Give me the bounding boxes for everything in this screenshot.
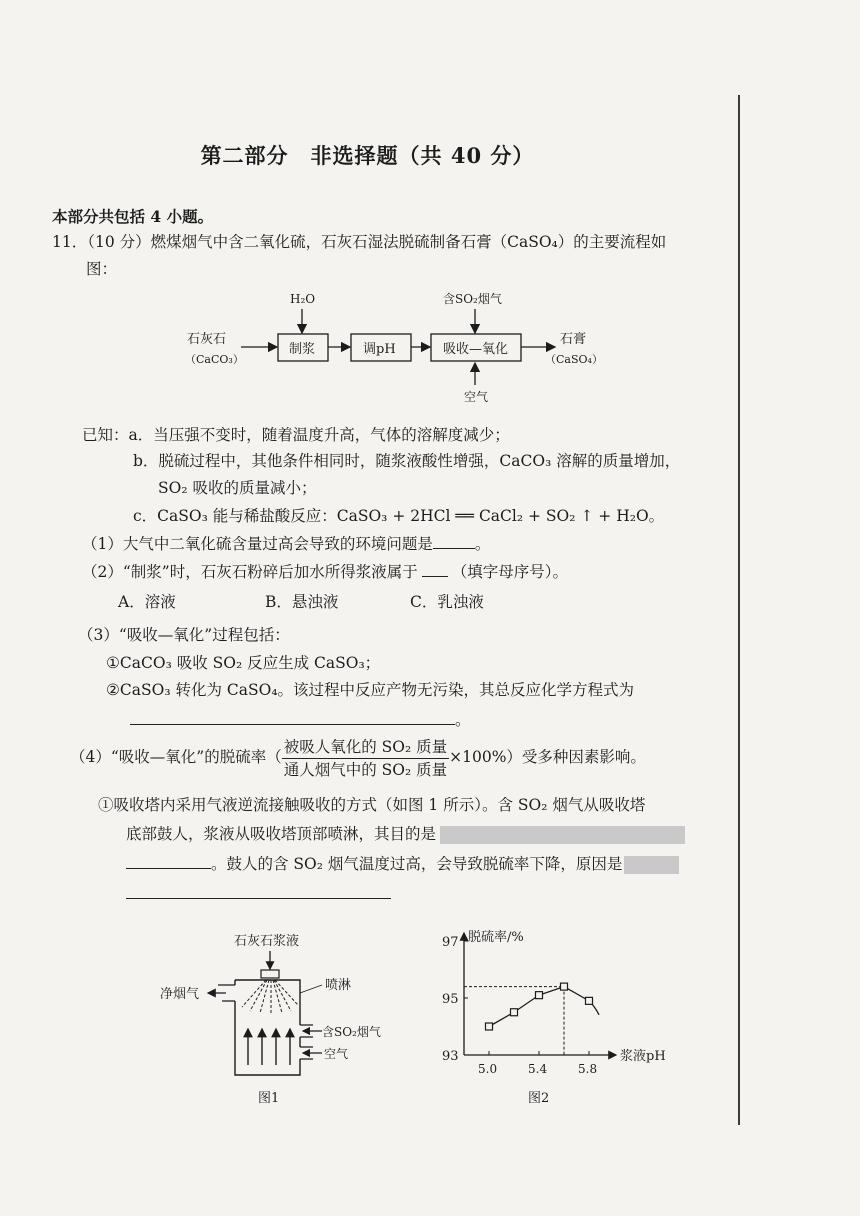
part2-option-c: C．乳浊液 xyxy=(410,593,484,611)
data-point xyxy=(486,1023,493,1030)
part4-sub1-line2: 底部鼓人，浆液从吸收塔顶部喷淋，其目的是 xyxy=(126,822,685,844)
q11-header-cont: 图： xyxy=(86,260,118,278)
known-a: 已知：a．当压强不变时，随着温度升高，气体的溶解度减少； xyxy=(82,426,510,444)
data-point xyxy=(536,992,543,999)
process-flow-diagram xyxy=(185,285,615,405)
fig2-caption: 图2 xyxy=(528,1091,550,1106)
fig1-spray-label: 喷淋 xyxy=(325,978,352,993)
page-margin-line xyxy=(738,95,740,1125)
chart-y-label: 脱硫率/% xyxy=(468,930,524,945)
series-line xyxy=(489,987,599,1027)
fig1-slurry-label: 石灰石浆液 xyxy=(234,934,300,949)
part4-answer-blank-4[interactable] xyxy=(126,898,391,899)
part1-text: （1）大气中二氧化硫含量过高会导致的环境问题是 xyxy=(82,535,433,553)
part4-answer-blank-2[interactable] xyxy=(126,852,211,869)
fraction-denominator: 通人烟气中的 SO₂ 质量 xyxy=(283,760,448,779)
flow-input-formula: （CaCO₃） xyxy=(185,353,244,366)
fig1-clean-gas-label: 净烟气 xyxy=(160,987,200,1002)
data-point xyxy=(561,983,568,990)
figure1-absorption-tower xyxy=(150,925,400,1110)
part3-step2: ②CaSO₃ 转化为 CaSO₄。该过程中反应产物无污染，其总反应化学方程式为 xyxy=(106,681,635,699)
intro-text: 本部分共包括 4 小题。 xyxy=(52,207,214,226)
part4-answer-blank-3[interactable] xyxy=(624,856,679,874)
section-title: 第二部分 非选择题（共 40 分） xyxy=(200,143,535,168)
flow-so2-label: 含SO₂烟气 xyxy=(443,292,502,306)
part1-question: （1）大气中二氧化硫含量过高会导致的环境问题是 。 xyxy=(82,532,490,554)
flow-box1-label: 制浆 xyxy=(289,342,316,357)
part4-answer-blank-1[interactable] xyxy=(440,826,685,844)
desulfurization-rate-fraction xyxy=(282,736,449,781)
q11-header: 11．（10 分）燃煤烟气中含二氧化硫，石灰石湿法脱硫制备石膏（CaSO₄）的主要流程如 xyxy=(52,233,667,251)
spray-nozzle xyxy=(261,970,279,978)
fraction-numerator: 被吸人氧化的 SO₂ 质量 xyxy=(282,736,449,759)
y-tick-label: 95 xyxy=(442,992,459,1007)
part3-question: （3）“吸收—氧化”过程包括： xyxy=(78,626,290,644)
flow-box3-label: 吸收—氧化 xyxy=(443,342,509,357)
known-c: c．CaSO₃ 能与稀盐酸反应：CaSO₃ + 2HCl ══ CaCl₂ + SO₂ ↑ + H₂O。 xyxy=(133,507,665,525)
x-tick-label: 5.4 xyxy=(528,1062,548,1076)
part3-answer-line: 。 xyxy=(130,708,471,730)
flow-air-label: 空气 xyxy=(464,390,489,404)
flow-box2-label: 调pH xyxy=(363,342,396,357)
figure2-desulfurization-chart xyxy=(430,925,710,1110)
x-tick-label: 5.0 xyxy=(478,1062,498,1076)
fig1-so2-gas-label: 含SO₂烟气 xyxy=(322,1025,381,1039)
part2-question: （2）“制浆”时，石灰石粉碎后加水所得浆液属于 （填字母序号）。 xyxy=(82,560,568,582)
part1-answer-blank[interactable] xyxy=(433,532,475,549)
part3-answer-blank[interactable] xyxy=(130,708,455,725)
part2-option-b: B．悬浊液 xyxy=(265,593,339,611)
part2-option-a: A．溶液 xyxy=(118,593,176,611)
x-tick-label: 5.8 xyxy=(578,1062,598,1076)
fig1-air-label: 空气 xyxy=(324,1047,349,1061)
part4-question: （4）“吸收—氧化”的脱硫率（ $\frac{\text{被吸人氧化的 SO₂ 质量}}{\text{通人烟气中的 SO₂ 质量}}$ ×100%）受多种因素影响。 xyxy=(70,737,646,779)
flow-water-label: H₂O xyxy=(290,292,316,306)
data-point xyxy=(511,1009,518,1016)
known-b-line2: SO₂ 吸收的质量减小； xyxy=(158,479,317,497)
chart-x-label: 浆液pH xyxy=(620,1049,666,1064)
fig1-caption: 图1 xyxy=(258,1091,280,1106)
y-tick-label: 97 xyxy=(442,935,459,950)
y-tick-label: 93 xyxy=(442,1049,459,1064)
part4-sub1-line1: ①吸收塔内采用气液逆流接触吸收的方式（如图 1 所示）。含 SO₂ 烟气从吸收塔 xyxy=(98,796,646,814)
part2-answer-blank[interactable] xyxy=(422,560,448,577)
flow-output-formula: （CaSO₄） xyxy=(545,353,603,366)
data-point xyxy=(586,997,593,1004)
part2-text: （2）“制浆”时，石灰石粉碎后加水所得浆液属于 xyxy=(82,563,418,581)
part4-sub1-line3: 。鼓人的含 SO₂ 烟气温度过高，会导致脱硫率下降，原因是 xyxy=(126,852,679,874)
flow-input-label: 石灰石 xyxy=(187,332,227,347)
part3-step1: ①CaCO₃ 吸收 SO₂ 反应生成 CaSO₃； xyxy=(106,654,381,672)
known-b-line1: b．脱硫过程中，其他条件相同时，随浆液酸性增强，CaCO₃ 溶解的质量增加， xyxy=(133,452,681,470)
flow-output-label: 石膏 xyxy=(560,332,587,347)
